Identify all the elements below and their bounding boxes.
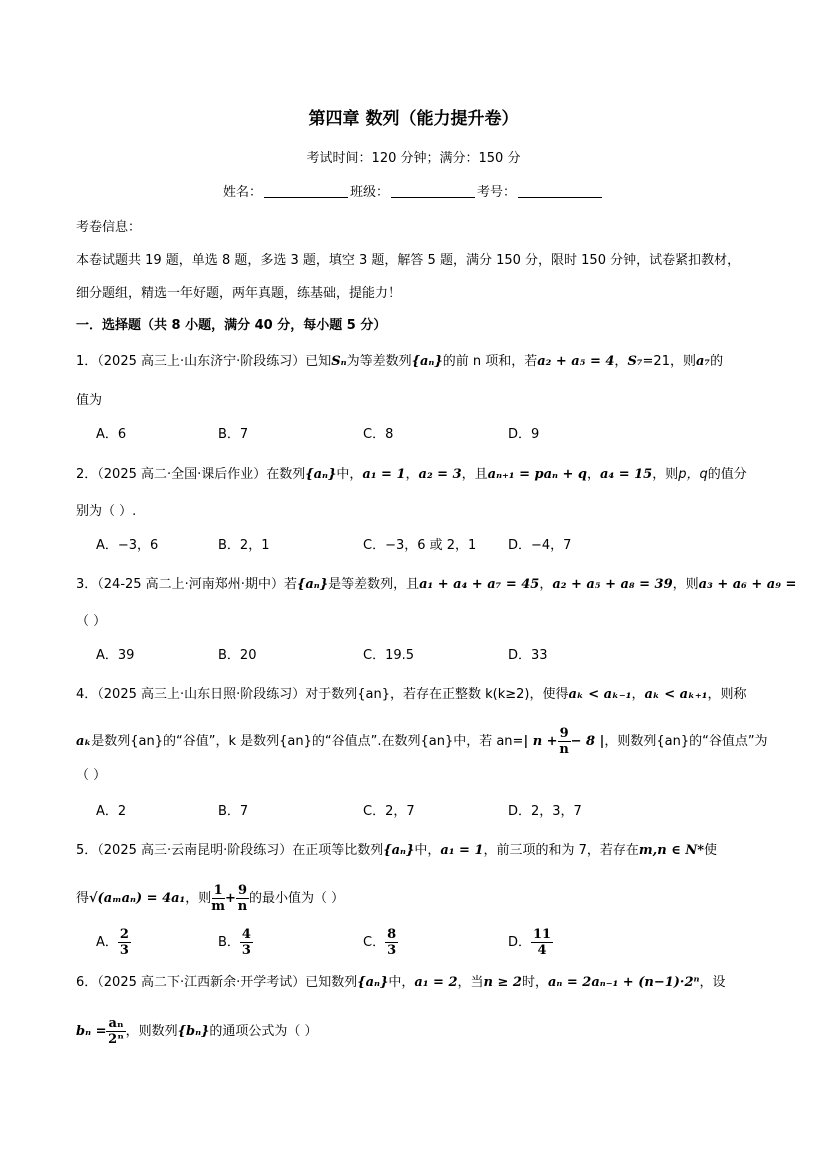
student-info-row	[0, 183, 827, 203]
question-1-option-a[interactable]: A．6	[96, 427, 127, 442]
question-3-option-d[interactable]: D．33	[508, 648, 548, 663]
question-5-option-d[interactable]: D． $\frac{11}{4}$	[508, 927, 552, 958]
question-5-option-c[interactable]: C． $\frac{8}{3}$	[363, 927, 397, 958]
class-blank	[391, 183, 475, 198]
question-4-line-3: （ ）	[76, 768, 107, 783]
question-4-line-1: 4．（2025 高三上·山东日照·阶段练习）对于数列{an}，若存在正整数 k(k≥2)，使得aₖ < aₖ₋₁，aₖ < aₖ₊₁，则称	[76, 687, 747, 702]
question-2-option-c[interactable]: C．−3，6 或 2，1	[363, 538, 477, 553]
question-3-option-a[interactable]: A．39	[96, 648, 135, 663]
question-3-line-2: （ ）	[76, 614, 107, 629]
question-3-option-b[interactable]: B．20	[218, 648, 257, 663]
question-5-line-2: 得√(aₘaₙ) = 4a₁，则 $\frac{1}{m}$ + $\frac{9}{n}$ 的最小值为（ ）	[76, 883, 345, 914]
name-label: 姓名：	[222, 185, 262, 200]
question-4-option-b[interactable]: B．7	[218, 804, 249, 819]
question-6-line-1: 6．（2025 高二下·江西新余·开学考试）已知数列{aₙ}中，a₁ = 2，当n ≥ 2时，aₙ = 2aₙ₋₁ + (n−1)·2ⁿ，设	[76, 975, 726, 990]
question-1-option-c[interactable]: C．8	[363, 427, 394, 442]
question-2-option-b[interactable]: B．2，1	[218, 538, 270, 553]
question-6-line-2: bₙ = $\frac{\text{aₙ}}{\text{2ⁿ}}$ ，则数列{bₙ}的通项公式为（ ）	[76, 1016, 318, 1047]
question-2-option-a[interactable]: A．−3，6	[96, 538, 159, 553]
page-title: 第四章 数列（能力提升卷）	[308, 109, 519, 129]
info-heading: 考卷信息：	[76, 220, 142, 235]
question-3-line-1: 3．（24-25 高二上·河南郑州·期中）若{aₙ}是等差数列，且a₁ + a₄ + a₇ = 45，a₂ + a₅ + a₈ = 39，则a₃ + a₆ + a₉ =	[76, 577, 797, 592]
question-1-line-1: 1．（2025 高三上·山东济宁·阶段练习）已知Sₙ为等差数列{aₙ}的前 n 项和，若a₂ + a₅ = 4，S₇=21，则a₇的	[76, 354, 724, 369]
question-1-option-b[interactable]: B．7	[218, 427, 249, 442]
question-2-line-2: 别为（ ）.	[76, 504, 137, 519]
number-label: 考号：	[477, 185, 517, 200]
question-5-option-a[interactable]: A． $\frac{2}{3}$	[96, 927, 129, 958]
exam-info: 考试时间：120 分钟；满分：150 分	[306, 151, 521, 166]
nine-over-n: $\frac{9}{n}$	[559, 726, 569, 757]
question-2-option-d[interactable]: D．−4，7	[508, 538, 572, 553]
class-label: 班级：	[349, 185, 389, 200]
question-4-line-2: aₖ是数列{an}的“谷值”，k 是数列{an}的“谷值点”.在数列{an}中，若 an=| n + $\frac{9}{n}$ − 8 |，则数列{an}的“谷值点”为	[76, 726, 768, 757]
section-title: 一．选择题（共 8 小题，满分 40 分，每小题 5 分）	[76, 318, 387, 333]
question-1-option-d[interactable]: D．9	[508, 427, 540, 442]
question-4-option-c[interactable]: C．2，7	[363, 804, 415, 819]
question-1-line-2: 值为	[76, 393, 103, 408]
info-line-2: 细分题组，精选一年好题，两年真题，练基础，提能力！	[76, 286, 402, 301]
question-3-option-c[interactable]: C．19.5	[363, 648, 415, 663]
info-line-1: 本卷试题共 19 题，单选 8 题，多选 3 题，填空 3 题，解答 5 题，满分 150 分，限时 150 分钟，试卷紧扣教材，	[76, 253, 741, 268]
question-4-option-a[interactable]: A．2	[96, 804, 127, 819]
name-blank	[264, 183, 348, 198]
question-2-line-1: 2．（2025 高二·全国·课后作业）在数列{aₙ}中，a₁ = 1，a₂ = 3，且aₙ₊₁ = paₙ + q，a₄ = 15，则p，q的值分	[76, 467, 747, 482]
question-4-option-d[interactable]: D．2，3，7	[508, 804, 582, 819]
number-blank	[518, 183, 602, 198]
question-5-line-1: 5．（2025 高三·云南昆明·阶段练习）在正项等比数列{aₙ}中，a₁ = 1，前三项的和为 7，若存在m,n ∈ N*使	[76, 843, 718, 858]
question-5-option-b[interactable]: B． $\frac{4}{3}$	[218, 927, 251, 958]
